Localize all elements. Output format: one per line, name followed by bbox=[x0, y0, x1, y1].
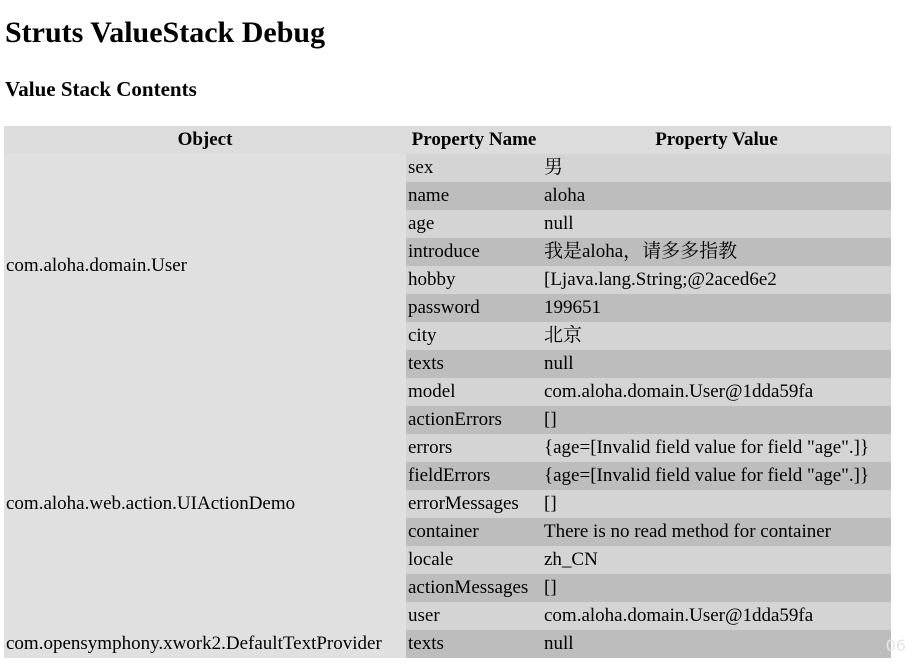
property-value-cell: {age=[Invalid field value for field "age".]} bbox=[542, 462, 891, 490]
header-object: Object bbox=[4, 126, 406, 154]
property-name-cell: texts bbox=[406, 630, 542, 658]
watermark: 06 bbox=[885, 636, 906, 655]
property-value-cell: null bbox=[542, 210, 891, 238]
property-name-cell: password bbox=[406, 294, 542, 322]
property-name-cell: container bbox=[406, 518, 542, 546]
property-value-cell: [Ljava.lang.String;@2aced6e2 bbox=[542, 266, 891, 294]
table-header-row bbox=[4, 126, 891, 154]
property-name-cell: errorMessages bbox=[406, 490, 542, 518]
object-cell: com.aloha.domain.User bbox=[4, 154, 406, 378]
property-name-cell: user bbox=[406, 602, 542, 630]
property-value-cell: zh_CN bbox=[542, 546, 891, 574]
section-title: Value Stack Contents bbox=[5, 77, 197, 101]
property-value-cell: aloha bbox=[542, 182, 891, 210]
property-value-cell: {age=[Invalid field value for field "age".]} bbox=[542, 434, 891, 462]
property-value-cell: [] bbox=[542, 406, 891, 434]
property-value-cell: There is no read method for container bbox=[542, 518, 891, 546]
property-value-cell: null bbox=[542, 350, 891, 378]
property-value-cell: [] bbox=[542, 574, 891, 602]
table-body bbox=[4, 154, 891, 658]
property-value-cell: null bbox=[542, 630, 891, 658]
property-name-cell: texts bbox=[406, 350, 542, 378]
property-name-cell: sex bbox=[406, 154, 542, 182]
property-value-cell: 199651 bbox=[542, 294, 891, 322]
table-row bbox=[4, 154, 891, 182]
table-row bbox=[4, 630, 891, 658]
property-value-cell: 我是aloha，请多多指教 bbox=[542, 238, 891, 266]
property-value-cell: [] bbox=[542, 490, 891, 518]
property-name-cell: age bbox=[406, 210, 542, 238]
property-name-cell: actionMessages bbox=[406, 574, 542, 602]
header-property-value: Property Value bbox=[542, 126, 891, 154]
object-cell: com.opensymphony.xwork2.DefaultTextProvider bbox=[4, 630, 406, 658]
property-value-cell: com.aloha.domain.User@1dda59fa bbox=[542, 378, 891, 406]
page-title: Struts ValueStack Debug bbox=[5, 16, 326, 49]
property-name-cell: errors bbox=[406, 434, 542, 462]
table-row bbox=[4, 378, 891, 406]
property-name-cell: actionErrors bbox=[406, 406, 542, 434]
property-value-cell: 男 bbox=[542, 154, 891, 182]
header-property-name: Property Name bbox=[406, 126, 542, 154]
property-name-cell: introduce bbox=[406, 238, 542, 266]
property-name-cell: fieldErrors bbox=[406, 462, 542, 490]
property-name-cell: city bbox=[406, 322, 542, 350]
property-name-cell: name bbox=[406, 182, 542, 210]
property-value-cell: 北京 bbox=[542, 322, 891, 350]
value-stack-table bbox=[4, 126, 891, 658]
property-name-cell: locale bbox=[406, 546, 542, 574]
property-name-cell: hobby bbox=[406, 266, 542, 294]
property-name-cell: model bbox=[406, 378, 542, 406]
property-value-cell: com.aloha.domain.User@1dda59fa bbox=[542, 602, 891, 630]
object-cell: com.aloha.web.action.UIActionDemo bbox=[4, 378, 406, 630]
